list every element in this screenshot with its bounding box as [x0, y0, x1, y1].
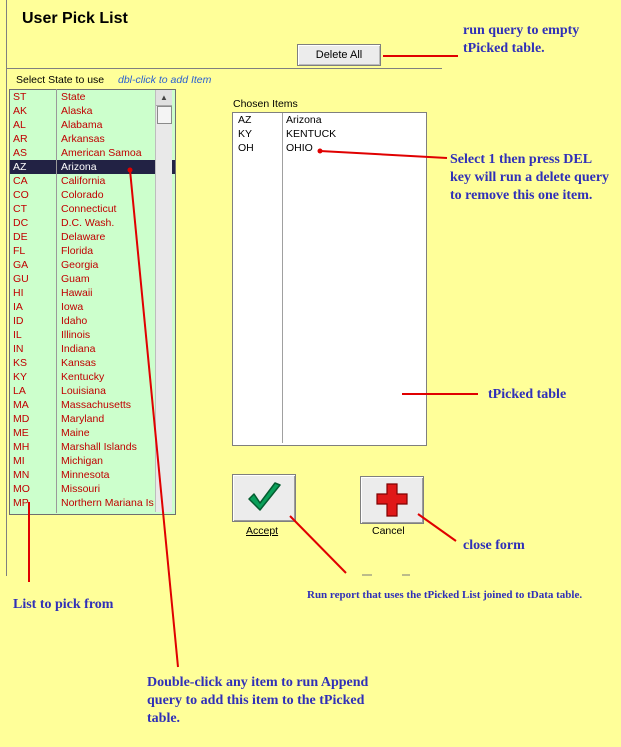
- cancel-label: Cancel: [372, 525, 405, 537]
- state-code: LA: [13, 385, 26, 397]
- annotation-list-to-pick: List to pick from: [13, 597, 114, 612]
- state-code: MN: [13, 469, 30, 481]
- arrow-close-form: [418, 514, 456, 541]
- state-code: IN: [13, 343, 24, 355]
- state-code: ID: [13, 315, 24, 327]
- chosen-name: OHIO: [286, 142, 313, 154]
- state-name: Idaho: [61, 315, 88, 327]
- column-header-state: State: [61, 91, 86, 103]
- state-name: D.C. Wash.: [61, 217, 115, 229]
- arrow-append-query: [130, 170, 178, 667]
- state-code: CO: [13, 189, 29, 201]
- state-list-label: Select State to use: [16, 74, 105, 86]
- chosen-name: Arizona: [286, 114, 322, 126]
- state-name: Iowa: [61, 301, 84, 313]
- column-header-st: ST: [13, 91, 27, 103]
- state-code: GA: [13, 259, 29, 271]
- chosen-name: KENTUCK: [286, 128, 337, 140]
- state-code: MO: [13, 483, 30, 495]
- state-name: Arizona: [61, 161, 97, 173]
- state-code: IL: [13, 329, 22, 341]
- accept-label: Accept: [246, 525, 279, 537]
- scroll-up-arrow-icon[interactable]: ▲: [156, 90, 172, 106]
- arrow-dot-delete-item: [318, 149, 323, 154]
- chosen-code: AZ: [238, 114, 252, 126]
- state-name: Marshall Islands: [61, 441, 137, 453]
- state-code: AL: [13, 119, 26, 131]
- state-code: DE: [13, 231, 28, 243]
- state-code: MP: [13, 497, 29, 509]
- annotation-empty-query: run query to empty tPicked table.: [463, 23, 580, 56]
- state-code: AS: [13, 147, 28, 159]
- state-name: Guam: [61, 273, 90, 285]
- state-code: CT: [13, 203, 27, 215]
- chosen-items-label: Chosen Items: [233, 98, 298, 110]
- state-name: Maine: [61, 427, 90, 439]
- state-name: Minnesota: [61, 469, 110, 481]
- arrow-dot-append: [128, 168, 133, 173]
- state-list-hint: dbl-click to add Item: [118, 74, 212, 86]
- state-name: Indiana: [61, 343, 96, 355]
- state-code: MH: [13, 441, 30, 453]
- state-name: Louisiana: [61, 385, 106, 397]
- state-name: Massachusetts: [61, 399, 132, 411]
- state-name: Kentucky: [61, 371, 105, 383]
- state-name: California: [61, 175, 106, 187]
- chosen-code: KY: [238, 128, 253, 140]
- state-code: HI: [13, 287, 24, 299]
- state-name: Arkansas: [61, 133, 105, 145]
- state-name: Alaska: [61, 105, 93, 117]
- delete-all-button[interactable]: Delete All: [297, 44, 381, 66]
- state-name: Missouri: [61, 483, 101, 495]
- state-name: Michigan: [61, 455, 104, 467]
- state-name: Georgia: [61, 259, 99, 271]
- state-name: Hawaii: [61, 287, 93, 299]
- arrow-delete-item: [320, 151, 447, 158]
- state-name: Kansas: [61, 357, 97, 369]
- annotation-close-form: close form: [463, 538, 525, 553]
- state-name: Alabama: [61, 119, 103, 131]
- state-name: Connecticut: [61, 203, 117, 215]
- chosen-code: OH: [238, 142, 254, 154]
- annotation-delete-item: Select 1 then press DEL key will run a delete query to remove this one item.: [450, 152, 610, 203]
- state-name: Northern Mariana Is: [61, 497, 154, 509]
- state-code: MD: [13, 413, 30, 425]
- state-code: KS: [13, 357, 28, 369]
- state-code: ME: [13, 427, 29, 439]
- state-name: Delaware: [61, 231, 106, 243]
- annotation-run-report: Run report that uses the tPicked List joined to tData table.: [307, 589, 583, 601]
- state-code: AK: [13, 105, 28, 117]
- state-code: FL: [13, 245, 26, 257]
- state-code: DC: [13, 217, 29, 229]
- arrow-run-report: [290, 516, 346, 573]
- state-code: KY: [13, 371, 28, 383]
- state-code: CA: [13, 175, 28, 187]
- state-code: IA: [13, 301, 23, 313]
- state-code: AR: [13, 133, 28, 145]
- annotation-append-query: Double-click any item to run Append query to add this item to the tPicked table.: [147, 675, 369, 726]
- state-name: American Samoa: [61, 147, 142, 159]
- state-code: MI: [13, 455, 25, 467]
- state-name: Illinois: [61, 329, 91, 341]
- state-name: Colorado: [61, 189, 104, 201]
- state-name: Florida: [61, 245, 94, 257]
- form-title: User Pick List: [22, 10, 128, 27]
- state-name: Maryland: [61, 413, 105, 425]
- annotation-picked-table: tPicked table: [488, 387, 567, 402]
- state-code: MA: [13, 399, 29, 411]
- state-code: AZ: [13, 161, 27, 173]
- state-code: GU: [13, 273, 29, 285]
